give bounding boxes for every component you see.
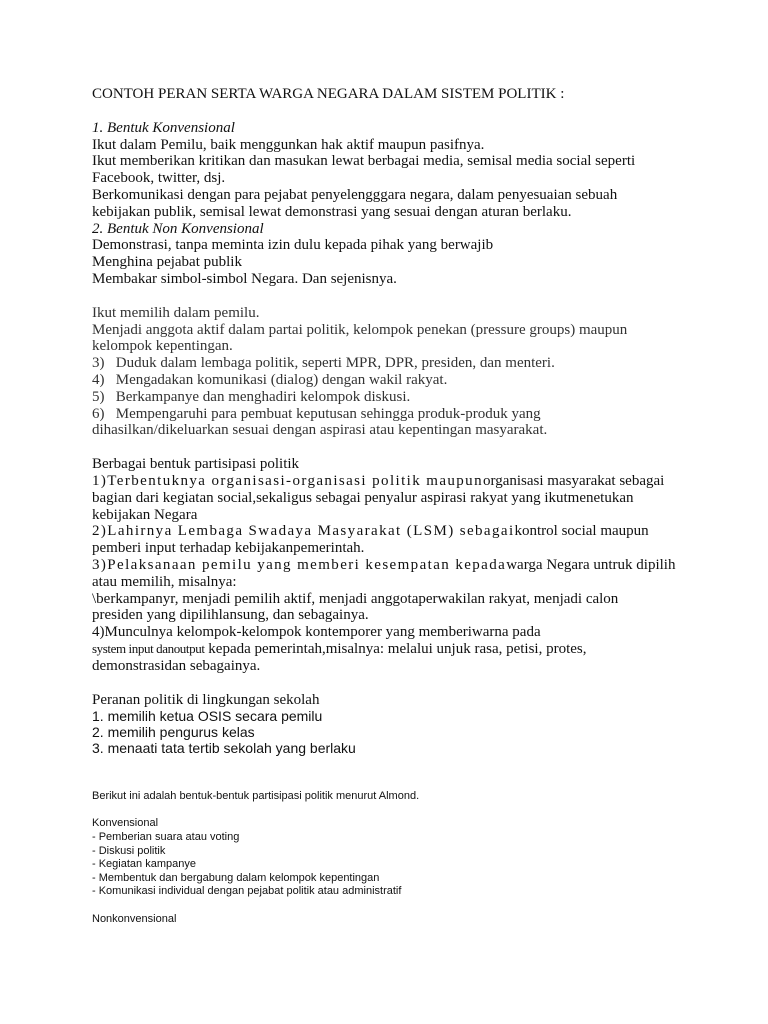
section-heading: Berbagai bentuk partisipasi politik (92, 456, 300, 473)
list-item: 4) Mengadakan komunikasi (dialog) dengan wakil rakyat. (92, 371, 448, 388)
spaced-text: 3)Pelaksanaan pemilu yang memberi kesempatan kepada (92, 556, 507, 573)
text-line: Membakar simbol-simbol Negara. Dan sejenisnya. (92, 270, 397, 287)
list-item: 5) Berkampanye dan menghadiri kelompok diskusi. (92, 388, 411, 405)
spaced-text: 1)Terbentuknya organisasi-organisasi politik maupun (92, 472, 483, 489)
text-line: kebijakan Negara (92, 506, 198, 523)
text-run: warga Negara untruk dipilih (506, 556, 676, 573)
text-line: pemberi input terhadap kebijakanpemerintah. (92, 540, 365, 557)
text-run: organisasi masyarakat sebagai (483, 472, 665, 489)
list-item: 6) Mempengaruhi para pembuat keputusan sehingga produk-produk yang (92, 405, 541, 422)
text-line: atau memilih, misalnya: (92, 573, 237, 590)
list-item: 4)Munculnya kelompok-kelompok kontemporer yang memberiwarna pada (92, 624, 541, 641)
document-page (92, 86, 732, 926)
spaced-text: 2)Lahirnya Lembaga Swadaya Masyarakat (LSM) sebagai (92, 523, 515, 540)
list-item (92, 523, 732, 540)
intro-text: Berikut ini adalah bentuk-bentuk partisipasi politik menurut Almond. (92, 790, 420, 803)
list-item: 2. memilih pengurus kelas (92, 724, 255, 741)
document-title: CONTOH PERAN SERTA WARGA NEGARA DALAM SISTEM POLITIK : (92, 86, 565, 102)
text-line: demonstrasidan sebagainya. (92, 657, 261, 674)
text-line: Berkomunikasi dengan para pejabat penyelengggara negara, dalam penyesuaian sebuah (92, 186, 618, 203)
section-heading: Peranan politik di lingkungan sekolah (92, 691, 320, 708)
section-konvensional (92, 120, 732, 221)
text-line: Facebook, twitter, dsj. (92, 170, 226, 187)
section-heading: 2. Bentuk Non Konvensional (92, 220, 264, 237)
text-line: presiden yang dipilihlansung, dan sebagainya. (92, 607, 369, 624)
text-line: Ikut memilih dalam pemilu. (92, 304, 260, 321)
section-almond (92, 790, 732, 926)
list-item: - Kegiatan kampanye (92, 858, 196, 871)
list-item: - Komunikasi individual dengan pejabat politik atau administratif (92, 885, 402, 898)
list-item (92, 473, 732, 490)
list-item: 3) Duduk dalam lembaga politik, seperti MPR, DPR, presiden, dan menteri. (92, 355, 555, 372)
text-line (92, 641, 732, 658)
text-line: Menghina pejabat publik (92, 254, 242, 271)
text-line: Ikut memberikan kritikan dan masukan lewat berbagai media, semisal media social seperti (92, 153, 636, 170)
text-line: kelompok kepentingan. (92, 338, 233, 355)
text-line: Demonstrasi, tanpa meminta izin dulu kepada pihak yang berwajib (92, 237, 494, 254)
list-item: - Membentuk dan bergabung dalam kelompok kepentingan (92, 871, 380, 884)
list-item: 3. menaati tata tertib sekolah yang berlaku (92, 740, 356, 757)
list-item (92, 557, 732, 574)
list-item: - Pemberian suara atau voting (92, 831, 240, 844)
list-item: - Diskusi politik (92, 844, 166, 857)
text-line: \berkampanyr, menjadi pemilih aktif, menjadi anggotaperwakilan rakyat, menjadi calon (92, 590, 619, 607)
section-heading: Nonkonvensional (92, 912, 177, 925)
section-non-konvensional (92, 221, 732, 288)
text-line: Menjadi anggota aktif dalam partai politik, kelompok penekan (pressure groups) maupun (92, 321, 628, 338)
text-line: bagian dari kegiatan social,sekaligus sebagai penyalur aspirasi rakyat yang ikutmenetukan (92, 489, 634, 506)
text-line: Ikut dalam Pemilu, baik menggunkan hak aktif maupun pasifnya. (92, 136, 485, 153)
section-peranan-sekolah (92, 692, 732, 757)
text-run: kontrol social maupun (514, 523, 649, 540)
section-heading: Konvensional (92, 817, 159, 830)
text-line: dihasilkan/dikeluarkan sesuai dengan aspirasi atau kepentingan masyarakat. (92, 422, 548, 439)
list-item: 1. memilih ketua OSIS secara pemilu (92, 708, 323, 725)
section-bentuk-partisipasi (92, 456, 732, 674)
section-heading: 1. Bentuk Konvensional (92, 119, 235, 136)
narrow-text: system input danoutput (92, 640, 205, 656)
text-line: kebijakan publik, semisal lewat demonstrasi yang sesuai dengan aturan berlaku. (92, 203, 572, 220)
section-participation-list (92, 305, 732, 439)
text-run: kepada pemerintah,misalnya: melalui unjuk rasa, petisi, protes, (204, 640, 587, 657)
